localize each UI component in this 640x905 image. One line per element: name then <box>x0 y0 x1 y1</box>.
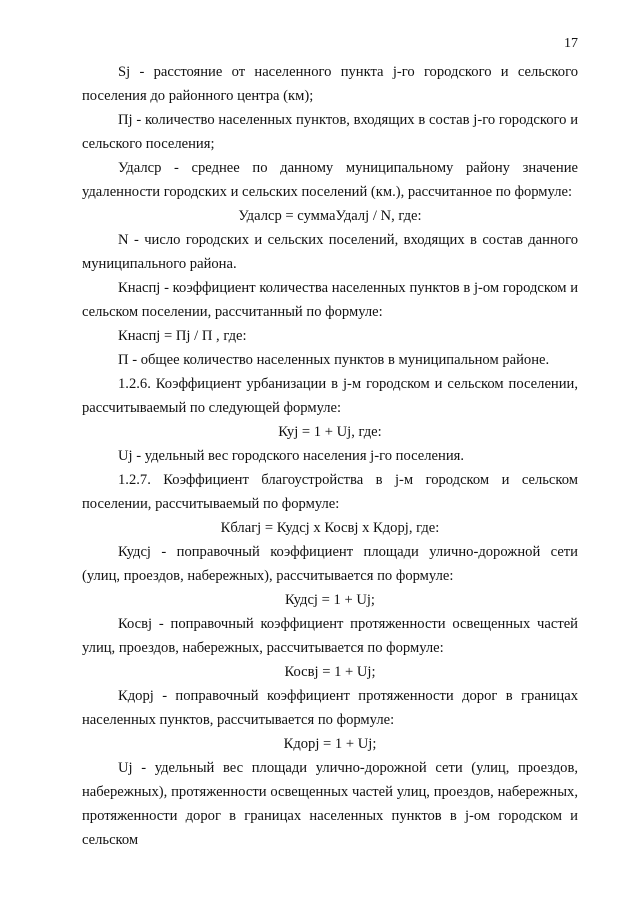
formula: Косвj = 1 + Uj; <box>284 664 376 680</box>
paragraph: Кдорj - поправочный коэффициент протяженности дорог в границах населенных пунктов, рассчитывается по формуле: <box>82 688 578 728</box>
paragraph: П - общее количество населенных пунктов в муниципальном районе. <box>118 352 550 368</box>
paragraph: Uj - удельный вес городского населения j-го поселения. <box>118 448 465 464</box>
paragraph: Косвj - поправочный коэффициент протяженности освещенных частей улиц, проездов, набережных, рассчитывается по формуле: <box>82 616 578 656</box>
formula: Куj = 1 + Uj, где: <box>278 424 382 440</box>
paragraph: Uj - удельный вес площади улично-дорожной сети (улиц, проездов, набережных), протяженности освещенных частей улиц, проездов, набережных, протяженности дорог в границах населенных пунктов в j-ом городском и сельском <box>82 760 578 848</box>
formula: Кудсj = 1 + Uj; <box>285 592 375 608</box>
paragraph: N - число городских и сельских поселений, входящих в состав данного муниципального района. <box>82 232 578 272</box>
section-paragraph: 1.2.6. Коэффициент урбанизации в j-м городском и сельском поселении, рассчитываемый по следующей формуле: <box>82 376 578 416</box>
paragraph: Кнаспj = Пj / П , где: <box>118 328 247 344</box>
paragraph: Пj - количество населенных пунктов, входящих в состав j-го городского и сельского поселения; <box>82 112 578 152</box>
formula: Удалср = суммаУдалj / N, где: <box>238 208 422 224</box>
paragraph: Sj - расстояние от населенного пункта j-го городского и сельского поселения до районного центра (км); <box>82 64 578 104</box>
formula: Кблагj = Кудсj x Косвj x Кдорj, где: <box>220 520 440 536</box>
paragraph: Кнаспj - коэффициент количества населенных пунктов в j-ом городском и сельском поселении, рассчитанный по формуле: <box>82 280 578 320</box>
paragraph: Кудсj - поправочный коэффициент площади улично-дорожной сети (улиц, проездов, набережных), рассчитывается по формуле: <box>82 544 578 584</box>
page-number: 17 <box>564 36 578 51</box>
paragraph: Удалср - среднее по данному муниципальному району значение удаленности городских и сельских поселений (км.), рассчитанное по формуле: <box>82 160 578 200</box>
formula: Кдорj = 1 + Uj; <box>283 736 377 752</box>
section-paragraph: 1.2.7. Коэффициент благоустройства в j-м городском и сельском поселении, рассчитываемый по формуле: <box>82 472 578 512</box>
document-body <box>82 60 578 852</box>
